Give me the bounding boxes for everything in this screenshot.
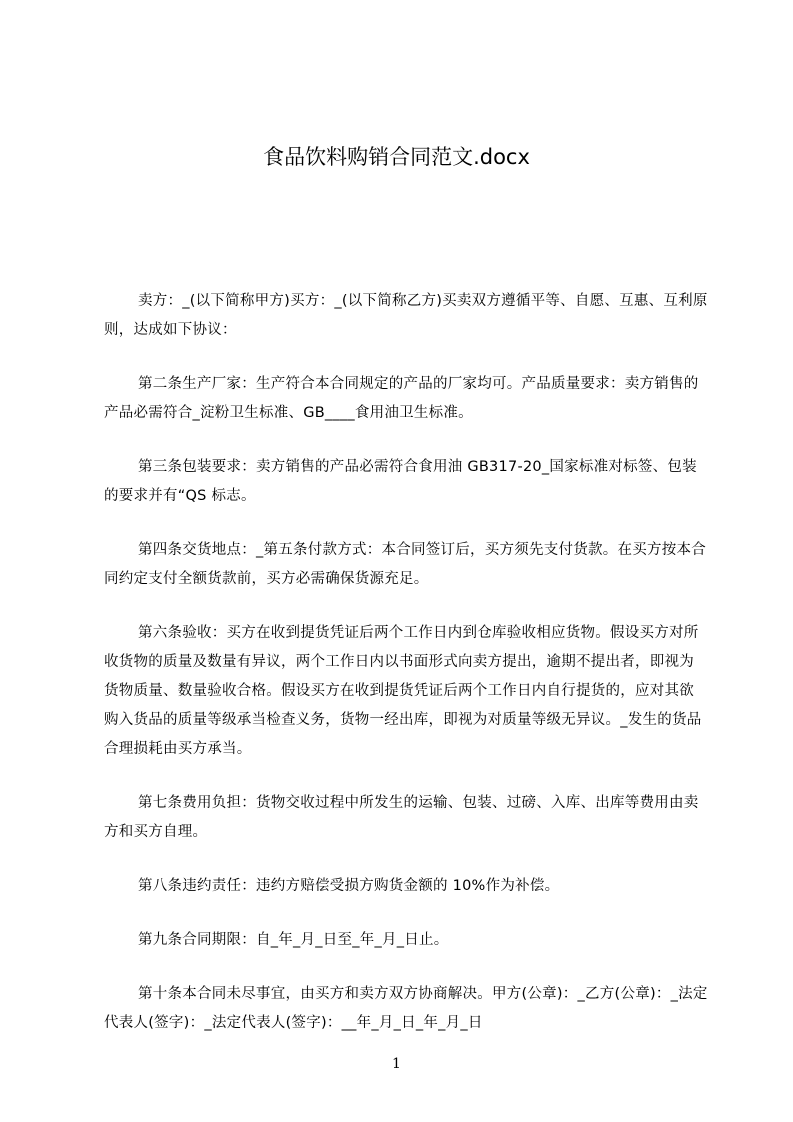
paragraph-article-7: 第七条费用负担：货物交收过程中所发生的运输、包装、过磅、入库、出库等费用由卖方和买方自理。 [104,795,699,840]
paragraph-article-8: 第八条违约责任：违约方赔偿受损方购货金额的 10%作为补偿。 [138,878,560,894]
paragraph-article-3: 第三条包装要求：卖方销售的产品必需符合食用油 GB317-20_国家标准对标签、包装的要求并有“QS 标志。 [104,459,697,504]
paragraph-article-10: 第十条本合同未尽事宜，由买方和卖方双方协商解决。甲方(公章)：_乙方(公章)：_法定代表人(签字)：_法定代表人(签字)：__年_月_日_年_月_日 [104,986,708,1031]
paragraph-article-9: 第九条合同期限：自_年_月_日至_年_月_日止。 [138,932,449,948]
paragraph-article-4-5: 第四条交货地点：_第五条付款方式：本合同签订后，买方须先支付货款。在买方按本合同约定支付全额货款前，买方必需确保货源充足。 [104,542,706,587]
paragraph-article-2: 第二条生产厂家：生产符合本合同规定的产品的厂家均可。产品质量要求：卖方销售的产品必需符合_淀粉卫生标准、GB____食用油卫生标准。 [104,376,699,421]
paragraph-parties: 卖方：_(以下简称甲方)买方：_(以下简称乙方)买卖双方遵循平等、自愿、互惠、互利原则，达成如下协议： [104,293,708,338]
document-body [104,287,708,1063]
page-number: 1 [392,1056,401,1072]
paragraph-article-6: 第六条验收：买方在收到提货凭证后两个工作日内到仓库验收相应货物。假设买方对所收货物的质量及数量有异议，两个工作日内以书面形式向卖方提出，逾期不提出者，即视为货物质量、数量验收合格。假设买方在收到提货凭证后两个工作日内自行提货的，应对其欲购入货品的质量等级承当检查义务，货物一经出库，即视为对质量等级无异议。_发生的货品合理损耗由买方承当。 [104,625,702,757]
document-title: 食品饮料购销合同范文.docx [263,145,530,169]
